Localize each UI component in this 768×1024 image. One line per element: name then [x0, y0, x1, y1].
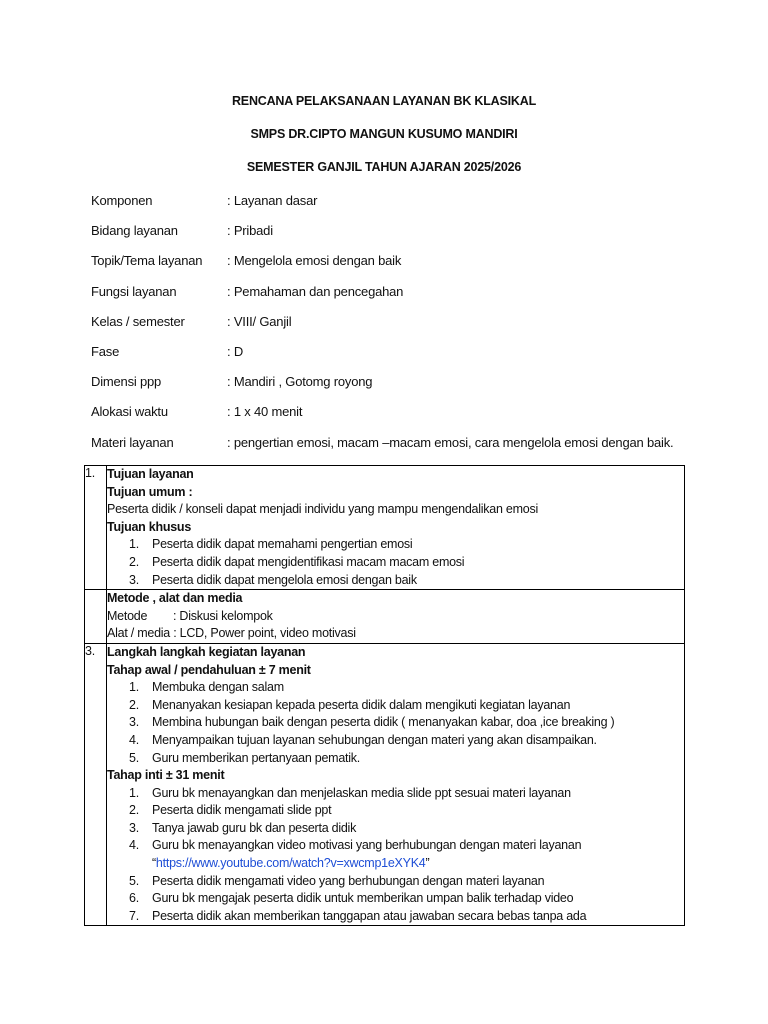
info-value: : Pribadi: [227, 223, 273, 239]
list-item: [107, 714, 684, 732]
info-row-materi: [91, 435, 711, 465]
list-text: Peserta didik dapat memahami pengertian emosi: [152, 537, 413, 552]
section-heading: Metode , alat dan media: [107, 591, 243, 606]
list-item: [107, 785, 684, 803]
info-value: : 1 x 40 menit: [227, 404, 303, 420]
quote-open: “: [152, 856, 156, 871]
list-number: 5.: [129, 873, 139, 888]
info-label: Dimensi ppp: [91, 374, 162, 390]
section-metode-row: [85, 590, 685, 644]
quote-close: ”: [425, 856, 430, 871]
list-number: 2.: [129, 697, 139, 712]
info-label: Materi layanan: [91, 434, 174, 450]
section-heading: Tujuan layanan: [107, 467, 194, 481]
list-number: 3.: [129, 572, 139, 587]
info-row-fungsi: [91, 284, 711, 314]
list-number: 3.: [129, 715, 139, 730]
list-number: 3.: [129, 820, 139, 835]
list-item: [107, 890, 684, 908]
info-value: : Mengelola emosi dengan baik: [227, 253, 402, 269]
plan-table: [84, 465, 685, 926]
subheading-tahap-inti: Tahap inti ± 31 menit: [107, 768, 225, 783]
list-number: 4.: [129, 732, 139, 747]
list-item: [107, 750, 684, 768]
list-item: [107, 554, 684, 572]
list-number: 6.: [129, 891, 139, 906]
info-value: : Mandiri , Gotomg royong: [227, 374, 373, 390]
info-label: Fungsi layanan: [91, 283, 177, 299]
section-number: 3.: [85, 643, 107, 926]
semester-title: SEMESTER GANJIL TAHUN AJARAN 2025/2026: [246, 160, 522, 174]
info-label: Bidang layanan: [91, 223, 178, 239]
list-text: Guru bk menayangkan video motivasi yang berhubungan dengan materi layanan: [152, 838, 582, 853]
section-langkah-content: [107, 643, 685, 926]
info-label: Kelas / semester: [91, 313, 185, 329]
info-row-dimensi: [91, 374, 711, 404]
video-link[interactable]: https://www.youtube.com/watch?v=xwcmp1eXYK4: [155, 856, 426, 871]
list-number: 2.: [129, 554, 139, 569]
list-text: Peserta didik dapat mengelola emosi dengan baik: [152, 572, 417, 587]
alat-media-text: Alat / media : LCD, Power point, video motivasi: [107, 626, 356, 641]
section-langkah-row: [85, 643, 685, 926]
section-tujuan-content: [107, 466, 685, 590]
section-metode-content: [107, 590, 685, 644]
list-number: 2.: [129, 803, 139, 818]
list-number: 1.: [129, 680, 139, 695]
info-list: [91, 193, 711, 465]
info-row-komponen: [91, 193, 711, 223]
list-text: Menyampaikan tujuan layanan sehubungan dengan materi yang akan disampaikan.: [152, 732, 597, 747]
info-value: : pengertian emosi, macam –macam emosi, cara mengelola emosi dengan baik.: [227, 434, 674, 450]
list-text: Membuka dengan salam: [152, 680, 284, 695]
list-text: Peserta didik mengamati video yang berhubungan dengan materi layanan: [152, 873, 545, 888]
section-tujuan-row: [85, 466, 685, 590]
info-row-kelas: [91, 314, 711, 344]
info-row-fase: [91, 344, 711, 374]
list-item: [107, 873, 684, 891]
section-heading: Langkah langkah kegiatan layanan: [107, 644, 306, 659]
subheading-tahap-awal: Tahap awal / pendahuluan ± 7 menit: [107, 662, 311, 677]
info-value: : Pemahaman dan pencegahan: [227, 283, 404, 299]
list-item: [107, 837, 684, 855]
list-text: Membina hubungan baik dengan peserta didik ( menanyakan kabar, doa ,ice breaking ): [152, 715, 615, 730]
list-number: 4.: [129, 838, 139, 853]
list-text: Peserta didik dapat mengidentifikasi macam macam emosi: [152, 554, 465, 569]
document-title: RENCANA PELAKSANAAN LAYANAN BK KLASIKAL: [231, 94, 537, 108]
list-item: [107, 697, 684, 715]
list-item: [107, 572, 684, 590]
info-label: Alokasi waktu: [91, 404, 168, 420]
info-label: Fase: [91, 343, 120, 359]
info-row-bidang: [91, 223, 711, 253]
info-label: Komponen: [91, 193, 153, 208]
section-number: 1.: [85, 466, 107, 590]
list-text: Menanyakan kesiapan kepada peserta didik dalam mengikuti kegiatan layanan: [152, 697, 571, 712]
tujuan-umum-text: Peserta didik / konseli dapat menjadi individu yang mampu mengendalikan emosi: [107, 502, 539, 517]
list-item: [107, 732, 684, 750]
subheading-tujuan-umum: Tujuan umum :: [107, 484, 193, 499]
list-text: Tanya jawab guru bk dan peserta didik: [152, 820, 357, 835]
list-text: Guru bk menayangkan dan menjelaskan media slide ppt sesuai materi layanan: [152, 785, 571, 800]
list-number: 5.: [129, 750, 139, 765]
info-label: Topik/Tema layanan: [91, 253, 203, 269]
video-link-line: [107, 855, 684, 873]
info-value: : Layanan dasar: [227, 193, 318, 208]
list-number: 1.: [129, 785, 139, 800]
info-row-alokasi: [91, 404, 711, 434]
school-name: SMPS DR.CIPTO MANGUN KUSUMO MANDIRI: [250, 127, 518, 141]
list-number: 7.: [129, 908, 139, 923]
list-item: [107, 802, 684, 820]
list-text: Guru bk mengajak peserta didik untuk memberikan umpan balik terhadap video: [152, 891, 574, 906]
info-value: : D: [227, 343, 244, 359]
list-text: Peserta didik akan memberikan tanggapan atau jawaban secara bebas tanpa ada: [152, 908, 587, 923]
list-item: [107, 679, 684, 697]
metode-text: Metode : Diskusi kelompok: [107, 608, 273, 623]
section-number-empty: [85, 590, 107, 644]
list-text: Peserta didik mengamati slide ppt: [152, 803, 332, 818]
list-item: [107, 908, 684, 926]
info-row-topik: [91, 253, 711, 283]
list-number: 1.: [129, 537, 139, 552]
info-value: : VIII/ Ganjil: [227, 313, 292, 329]
subheading-tujuan-khusus: Tujuan khusus: [107, 519, 192, 534]
list-item: [107, 820, 684, 838]
list-text: Guru memberikan pertanyaan pematik.: [152, 750, 361, 765]
list-item: [107, 536, 684, 554]
